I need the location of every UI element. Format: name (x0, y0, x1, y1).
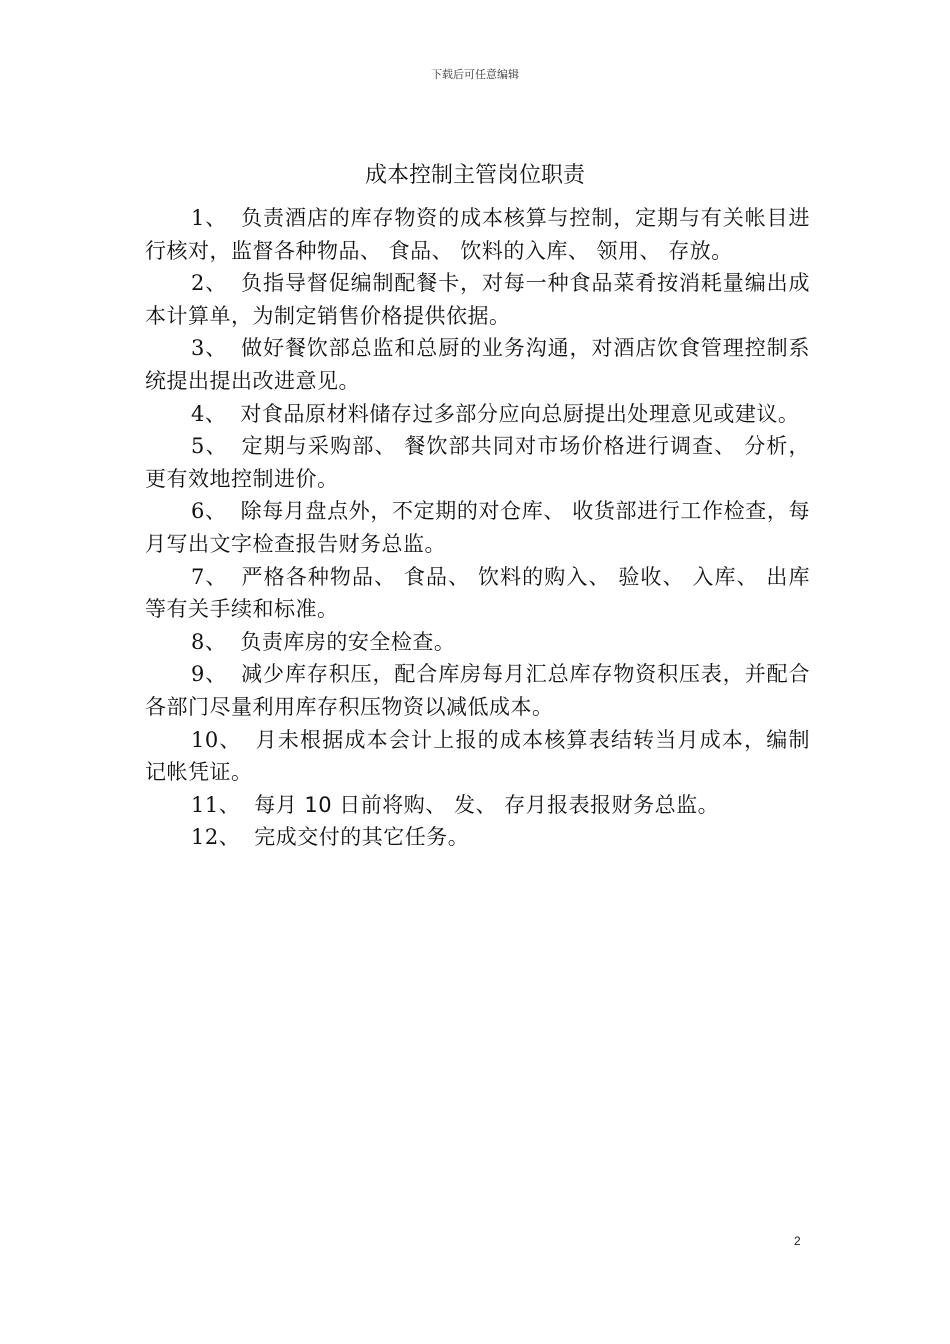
document-title: 成本控制主管岗位职责 (364, 163, 585, 188)
duty-item (145, 658, 810, 723)
duty-number: 5、 (191, 434, 228, 459)
duty-number: 12、 (191, 825, 241, 850)
duty-item (145, 561, 810, 626)
duty-text: 每月 10 日前将购、 发、 存月报表报财务总监。 (254, 792, 720, 817)
page-number: 2 (794, 1234, 801, 1248)
duty-item (145, 626, 810, 659)
duty-text: 负指导督促编制配餐卡，对每一种食品菜肴按消耗量编出成本计算单，为制定销售价格提供依据。 (145, 271, 810, 328)
duty-item (145, 202, 810, 267)
duty-number: 8、 (191, 629, 227, 654)
header-note: 下载后可任意编辑 (431, 68, 519, 81)
duty-number: 4、 (191, 401, 227, 426)
duty-number: 3、 (191, 336, 228, 361)
duty-item (145, 398, 810, 431)
duty-number: 7、 (191, 564, 228, 589)
duty-item (145, 724, 810, 789)
duty-list (145, 202, 810, 854)
duty-text: 月未根据成本会计上报的成本核算表结转当月成本，编制记帐凭证。 (145, 727, 810, 785)
duty-text: 定期与采购部、 餐饮部共同对市场价格进行调查、 分析，更有效地控制进价。 (145, 434, 810, 491)
duty-item (145, 430, 810, 495)
duty-number: 2、 (191, 271, 228, 296)
duty-text: 除每月盘点外，不定期的对仓库、 收货部进行工作检查，每月写出文字检查报告财务总监。 (145, 499, 810, 556)
duty-number: 11、 (191, 792, 241, 817)
duty-item (145, 267, 810, 332)
duty-item (145, 332, 810, 397)
duty-item (145, 821, 810, 854)
duty-text: 严格各种物品、 食品、 饮料的购入、 验收、 入库、 出库等有关手续和标准。 (145, 564, 810, 622)
duty-item (145, 495, 810, 560)
duty-text: 负责库房的安全检查。 (240, 629, 456, 654)
duty-number: 6、 (191, 499, 227, 524)
duty-text: 减少库存积压，配合库房每月汇总库存物资积压表，并配合各部门尽量利用库存积压物资以减低成本。 (145, 662, 810, 719)
duty-text: 负责酒店的库存物资的成本核算与控制，定期与有关帐目进行核对，监督各种物品、 食品、 饮料的入库、 领用、 存放。 (145, 206, 810, 263)
duty-text: 对食品原材料储存过多部分应向总厨提出处理意见或建议。 (240, 401, 800, 426)
duty-number: 1、 (191, 206, 228, 230)
duty-number: 10、 (191, 727, 242, 752)
duty-item (145, 789, 810, 822)
duty-number: 9、 (191, 662, 228, 687)
duty-text: 完成交付的其它任务。 (254, 825, 470, 850)
duty-text: 做好餐饮部总监和总厨的业务沟通，对酒店饮食管理控制系统提出提出改进意见。 (145, 336, 810, 393)
